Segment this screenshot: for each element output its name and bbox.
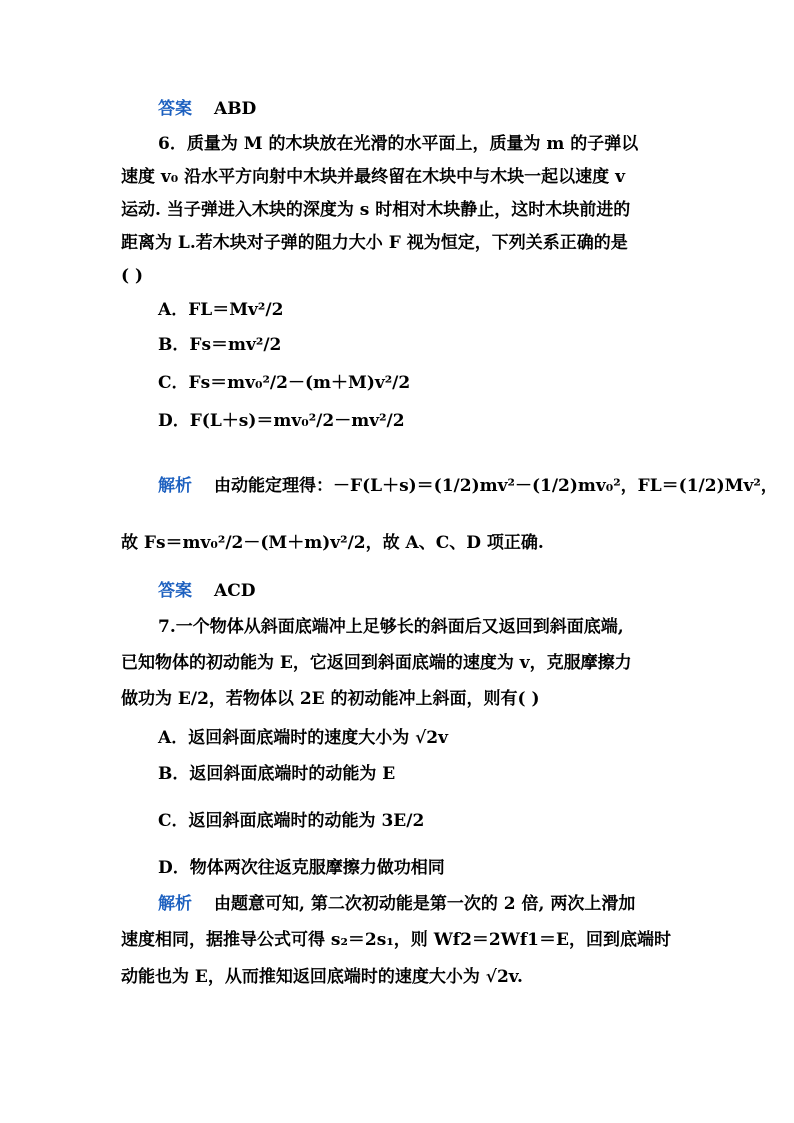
question-6-option-a: A．FL＝Mv²/2 (158, 300, 284, 320)
question-7-option-d: D．物体两次往返克服摩擦力做功相同 (158, 858, 445, 878)
question-6-line-1: 6．质量为 M 的木块放在光滑的水平面上，质量为 m 的子弹以 (158, 134, 639, 154)
question-6-option-d: D．F(L＋s)＝mv₀²/2－mv²/2 (158, 411, 405, 431)
question-6-option-c: C．Fs＝mv₀²/2－(m＋M)v²/2 (158, 373, 411, 393)
question-6-line-4: 距离为 L.若木块对子弹的阻力大小 F 视为恒定，下列关系正确的是 (121, 233, 628, 253)
answer-label: 答案 (158, 581, 192, 601)
question-7-line-2: 已知物体的初动能为 E，它返回到斜面底端的速度为 v，克服摩擦力 (121, 653, 632, 673)
question-6-option-b: B．Fs＝mv²/2 (158, 335, 282, 355)
question-6-line-2: 速度 v₀ 沿水平方向射中木块并最终留在木块中与木块一起以速度 v (121, 167, 625, 187)
question-6-line-3: 运动. 当子弹进入木块的深度为 s 时相对木块静止，这时木块前进的 (121, 200, 631, 220)
analysis-text: 由动能定理得：－F(L＋s)＝(1/2)mv²－(1/2)mv₀²，FL＝(1/2)Mv²， (214, 476, 778, 496)
analysis-line-2: 故 Fs＝mv₀²/2－(M＋m)v²/2，故 A、C、D 项正确. (121, 533, 544, 553)
analysis-label: 解析 (158, 476, 192, 496)
question-7-option-b: B．返回斜面底端时的动能为 E (158, 764, 396, 784)
question-7-line-3: 做功为 E/2，若物体以 2E 的初动能冲上斜面，则有( ) (121, 689, 540, 709)
question-7-line-1: 7.一个物体从斜面底端冲上足够长的斜面后又返回到斜面底端, (158, 617, 624, 637)
analysis-2-line-3: 动能也为 E，从而推知返回底端时的速度大小为 √2v. (121, 967, 523, 987)
analysis-line-1 (158, 475, 778, 497)
question-6-line-5: ( ) (121, 266, 144, 286)
analysis-2-line-2: 速度相同，据推导公式可得 s₂＝2s₁，则 Wf2＝2Wf1＝E，回到底端时 (121, 930, 671, 950)
answer-line-q6 (158, 580, 255, 602)
answer-value: ACD (214, 581, 256, 601)
question-7-option-a: A．返回斜面底端时的速度大小为 √2v (158, 728, 448, 748)
answer-line-q5 (158, 98, 256, 120)
answer-value: ABD (214, 99, 257, 119)
analysis-label: 解析 (158, 894, 192, 914)
question-7-option-c: C．返回斜面底端时的动能为 3E/2 (158, 811, 425, 831)
answer-label: 答案 (158, 99, 192, 119)
analysis-2-line-1 (158, 893, 635, 915)
analysis-text: 由题意可知, 第二次初动能是第一次的 2 倍, 两次上滑加 (214, 894, 636, 914)
